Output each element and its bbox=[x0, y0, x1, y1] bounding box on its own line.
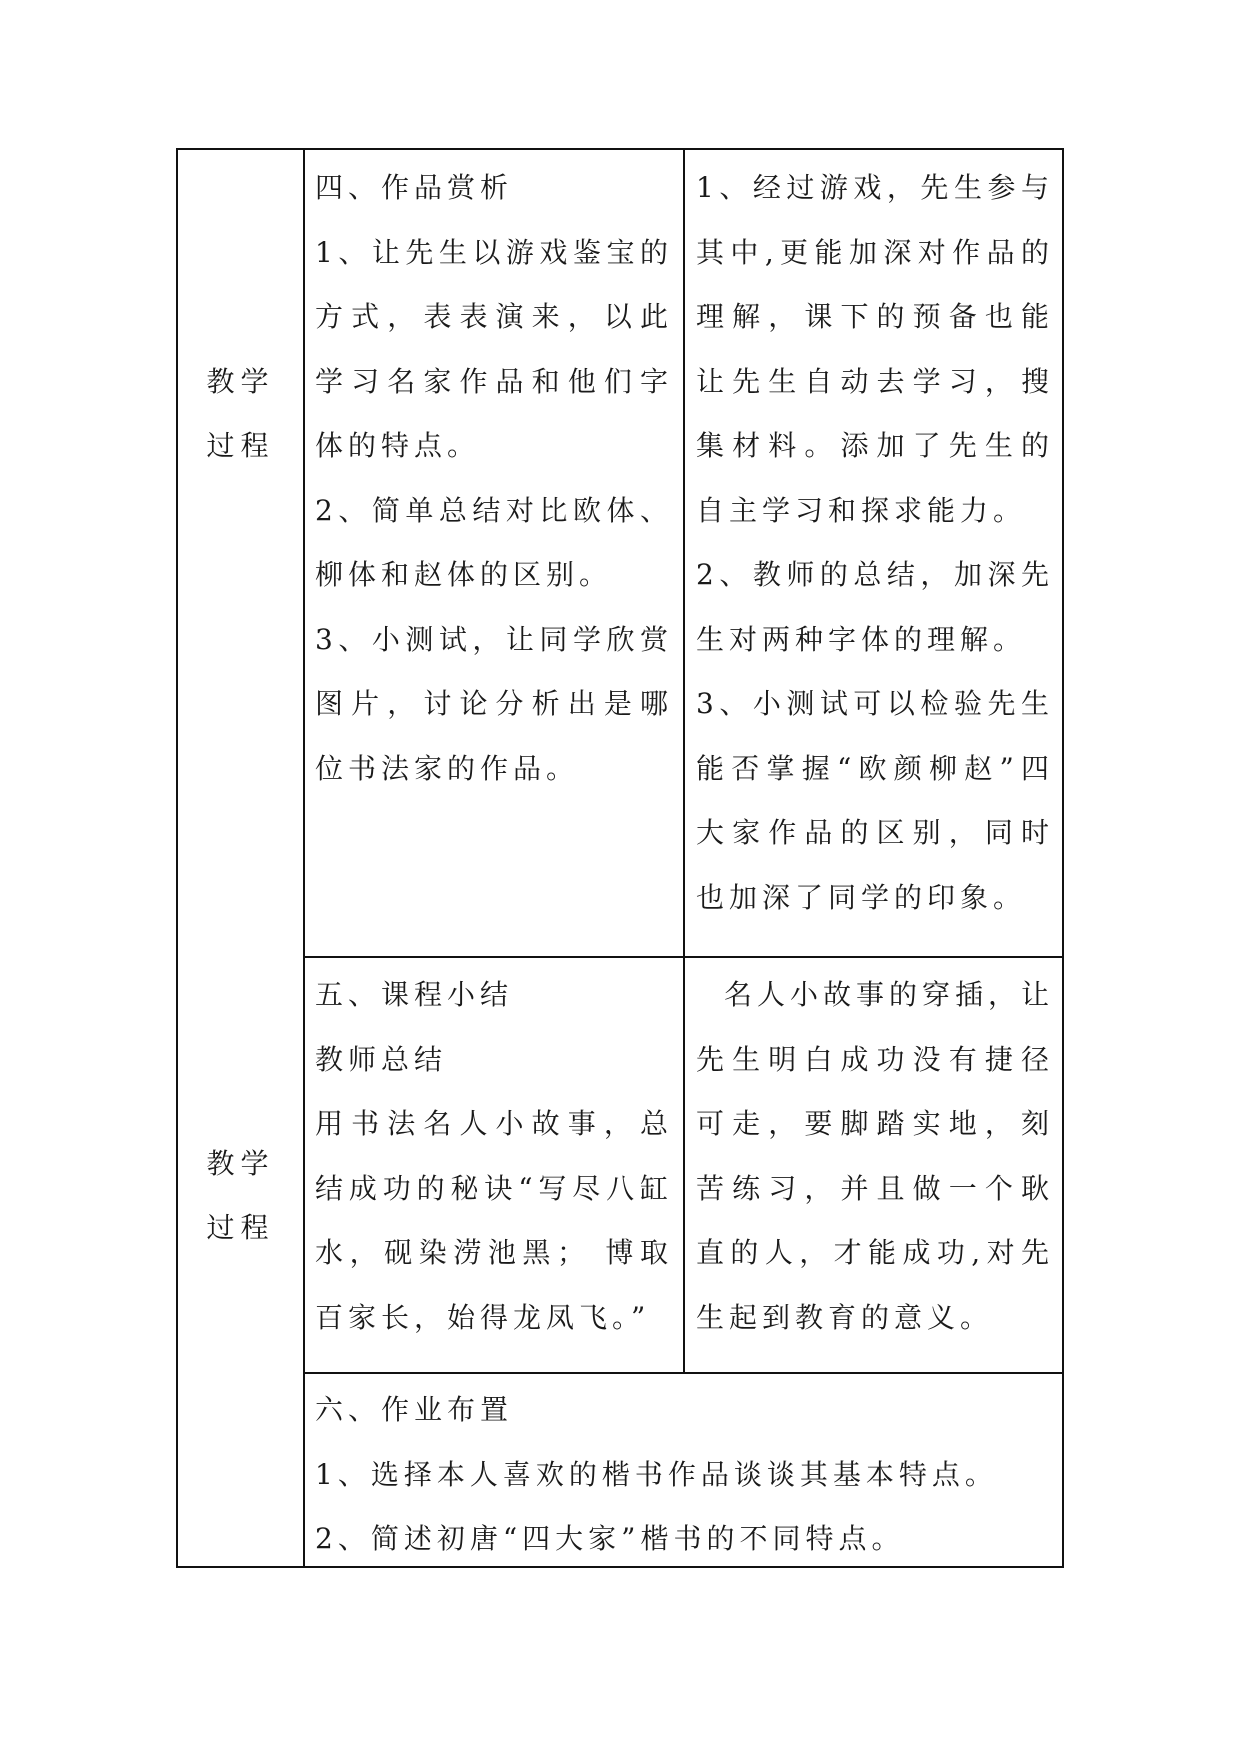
section-summary-notes bbox=[696, 963, 1054, 1350]
section-heading: 六、作业布置 bbox=[315, 1393, 514, 1426]
notes-column-divider-1 bbox=[683, 150, 685, 958]
row-divider-1 bbox=[303, 956, 1062, 958]
content-paragraph: 用书法名人小故事，总结成功的秘诀“写尽八缸水，砚染涝池黑； 博取百家长，始得龙凤飞。” bbox=[315, 1107, 673, 1334]
section-homework-content bbox=[315, 1378, 1055, 1572]
content-paragraph: 1、让先生以游戏鉴宝的方式，表表演来，以此学习名家作品和他们字体的特点。 bbox=[315, 235, 673, 462]
notes-column-divider-2 bbox=[683, 958, 685, 1374]
content-paragraph: 2、简单总结对比欧体、柳体和赵体的区别。 bbox=[315, 493, 673, 591]
row-label-teaching-process-2 bbox=[178, 1132, 303, 1260]
notes-paragraph: 3、小测试可以检验先生能否掌握“欧颜柳赵”四大家作品的区别，同时也加深了同学的印象。 bbox=[696, 687, 1054, 914]
notes-paragraph: 1、经过游戏，先生参与其中,更能加深对作品的理解，课下的预备也能让先生自动去学习，搜集材料。添加了先生的自主学习和探求能力。 bbox=[696, 171, 1054, 527]
section-heading: 五、课程小结 bbox=[315, 978, 514, 1011]
row-label-line: 过程 bbox=[206, 429, 275, 462]
row-label-line: 教学 bbox=[206, 1147, 275, 1180]
notes-paragraph: 名人小故事的穿插，让先生明白成功没有捷径可走，要脚踏实地，刻苦练习，并且做一个耿直的人，才能成功,对先生起到教育的意义。 bbox=[696, 978, 1055, 1334]
row-divider-2 bbox=[303, 1372, 1062, 1374]
row-label-line: 过程 bbox=[206, 1211, 275, 1244]
content-paragraph: 1、选择本人喜欢的楷书作品谈谈其基本特点。 bbox=[315, 1457, 998, 1491]
section-summary-content bbox=[315, 963, 673, 1350]
section-heading: 四、作品赏析 bbox=[315, 171, 514, 204]
content-paragraph: 2、简述初唐“四大家”楷书的不同特点。 bbox=[315, 1522, 905, 1555]
row-label-line: 教学 bbox=[206, 365, 275, 398]
label-column-divider bbox=[303, 150, 305, 1566]
notes-paragraph: 2、教师的总结，加深先生对两种字体的理解。 bbox=[696, 558, 1054, 656]
lesson-plan-table bbox=[176, 148, 1064, 1568]
content-paragraph: 教师总结 bbox=[315, 1042, 448, 1076]
section-appreciation-content bbox=[315, 156, 673, 801]
content-paragraph: 3、小测试，让同学欣赏图片，讨论分析出是哪位书法家的作品。 bbox=[315, 622, 673, 785]
row-label-teaching-process-1 bbox=[178, 350, 303, 478]
section-appreciation-notes bbox=[696, 156, 1054, 930]
